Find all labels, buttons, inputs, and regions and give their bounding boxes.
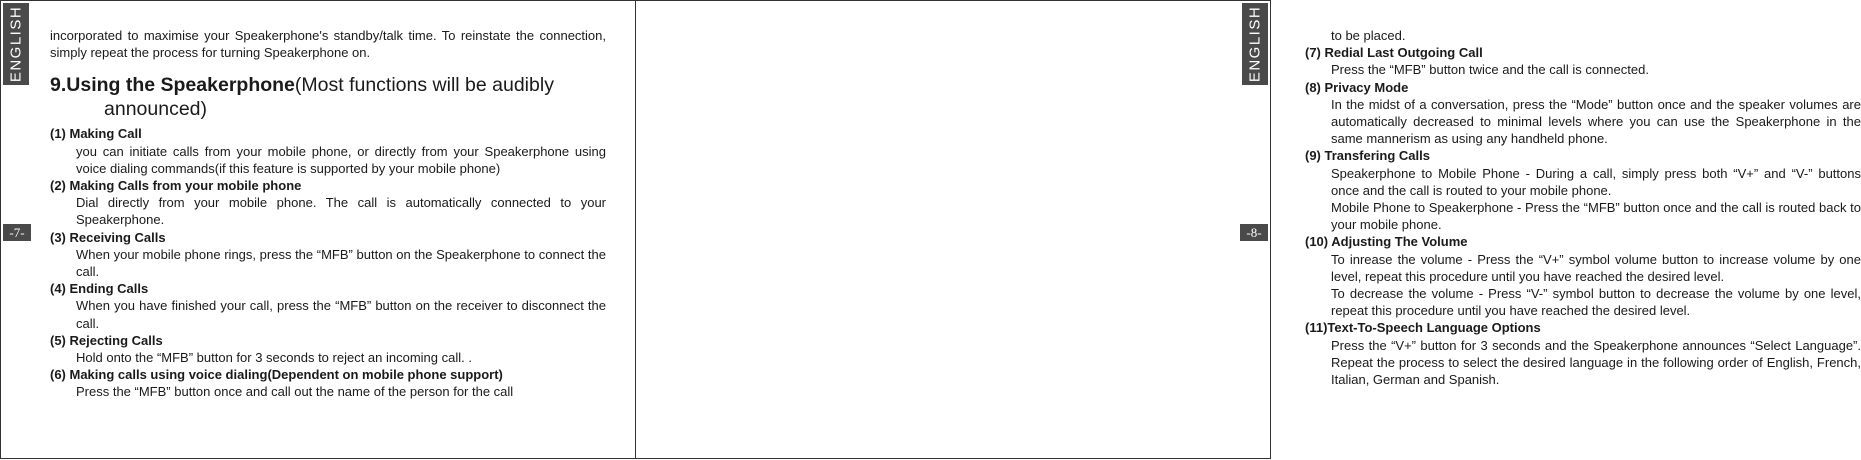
section-title-making-call: (1) Making Call: [50, 126, 142, 142]
section-body-rejecting-calls: Hold onto the “MFB” button for 3 seconds to reject an incoming call. .: [76, 350, 472, 366]
right-content: [1305, 27, 1861, 388]
section-title-redial: (7) Redial Last Outgoing Call: [1305, 45, 1483, 61]
section-body-redial: Press the “MFB” button twice and the call is connected.: [1331, 62, 1649, 78]
language-tab-left: [3, 3, 29, 85]
section-title-ending-calls: (4) Ending Calls: [50, 281, 149, 297]
right-page: [635, 0, 1861, 459]
section-body-calls-from-mobile: Dial directly from your mobile phone. The call is automatically connected to your Speakerphone.: [76, 195, 606, 228]
page-number-right: -8-: [1240, 224, 1268, 241]
section-title-transfering-calls: (9) Transfering Calls: [1305, 148, 1430, 164]
section-title-receiving-calls: (3) Receiving Calls: [50, 229, 166, 245]
section-body-adjusting-volume: To inrease the volume - Press the “V+” symbol volume button to increase volume by one level, repeat this procedure until you have reached the desired level.: [1331, 251, 1861, 284]
language-label: ENGLISH: [1246, 5, 1264, 83]
section-heading: [50, 73, 606, 121]
section-body-voice-dialing: Press the “MFB” button once and call out the name of the person for the call: [76, 384, 514, 400]
section-body-ending-calls: When you have finished your call, press the “MFB” button on the receiver to disconnect the call.: [76, 298, 606, 331]
section-body-privacy-mode: In the midst of a conversation, press the “Mode” button once and the speaker volumes are automatically decreased to minimal levels where you can use the Speakerphone in the same mannerism as using any handheld phone.: [1331, 96, 1861, 147]
section-body-transfering-calls: Speakerphone to Mobile Phone - During a call, simply press both “V+” and “V-” buttons once and the call is routed to your mobile phone.: [1331, 165, 1861, 198]
section-title-privacy-mode: (8) Privacy Mode: [1305, 79, 1409, 95]
section-body-adjusting-volume-2: To decrease the volume - Press “V-” symbol button to decrease the volume by one level, repeat this procedure until you have reached the desired level.: [1331, 286, 1861, 319]
section-body-tts-language: Press the “V+” button for 3 seconds and the Speakerphone announces “Select Language”. Repeat the process to select the desired language in the following order of English, French, Italian, German and Spanish.: [1331, 337, 1861, 388]
section-body-receiving-calls: When your mobile phone rings, press the “MFB” button on the Speakerphone to connect the call.: [76, 246, 606, 280]
section-title-voice-dialing: (6) Making calls using voice dialing(Dependent on mobile phone support): [50, 367, 503, 383]
left-page: [0, 0, 636, 459]
section-title-tts-language: (11)Text-To-Speech Language Options: [1305, 320, 1541, 336]
section-body-transfering-calls-2: Mobile Phone to Speakerphone - Press the “MFB” button once and the call is routed back to your mobile phone.: [1331, 200, 1861, 233]
continued-text: to be placed.: [1331, 28, 1406, 43]
language-tab-right: [1242, 3, 1268, 85]
section-title-calls-from-mobile: (2) Making Calls from your mobile phone: [50, 178, 302, 194]
heading-rest: (Most functions will be audibly announced): [104, 74, 554, 121]
heading-bold: 9.Using the Speakerphone: [50, 74, 295, 97]
intro-paragraph: incorporated to maximise your Speakerphone's standby/talk time. To reinstate the connection, simply repeat the process for turning Speakerphone on.: [50, 28, 606, 61]
section-title-adjusting-volume: (10) Adjusting The Volume: [1305, 234, 1468, 250]
left-content: [50, 27, 606, 401]
language-label: ENGLISH: [7, 5, 25, 83]
section-body-making-call: you can initiate calls from your mobile phone, or directly from your Speakerphone using voice dialing commands(if this feature is supported by your mobile phone): [76, 143, 606, 176]
section-title-rejecting-calls: (5) Rejecting Calls: [50, 332, 163, 348]
page-number-left: -7-: [3, 224, 31, 241]
